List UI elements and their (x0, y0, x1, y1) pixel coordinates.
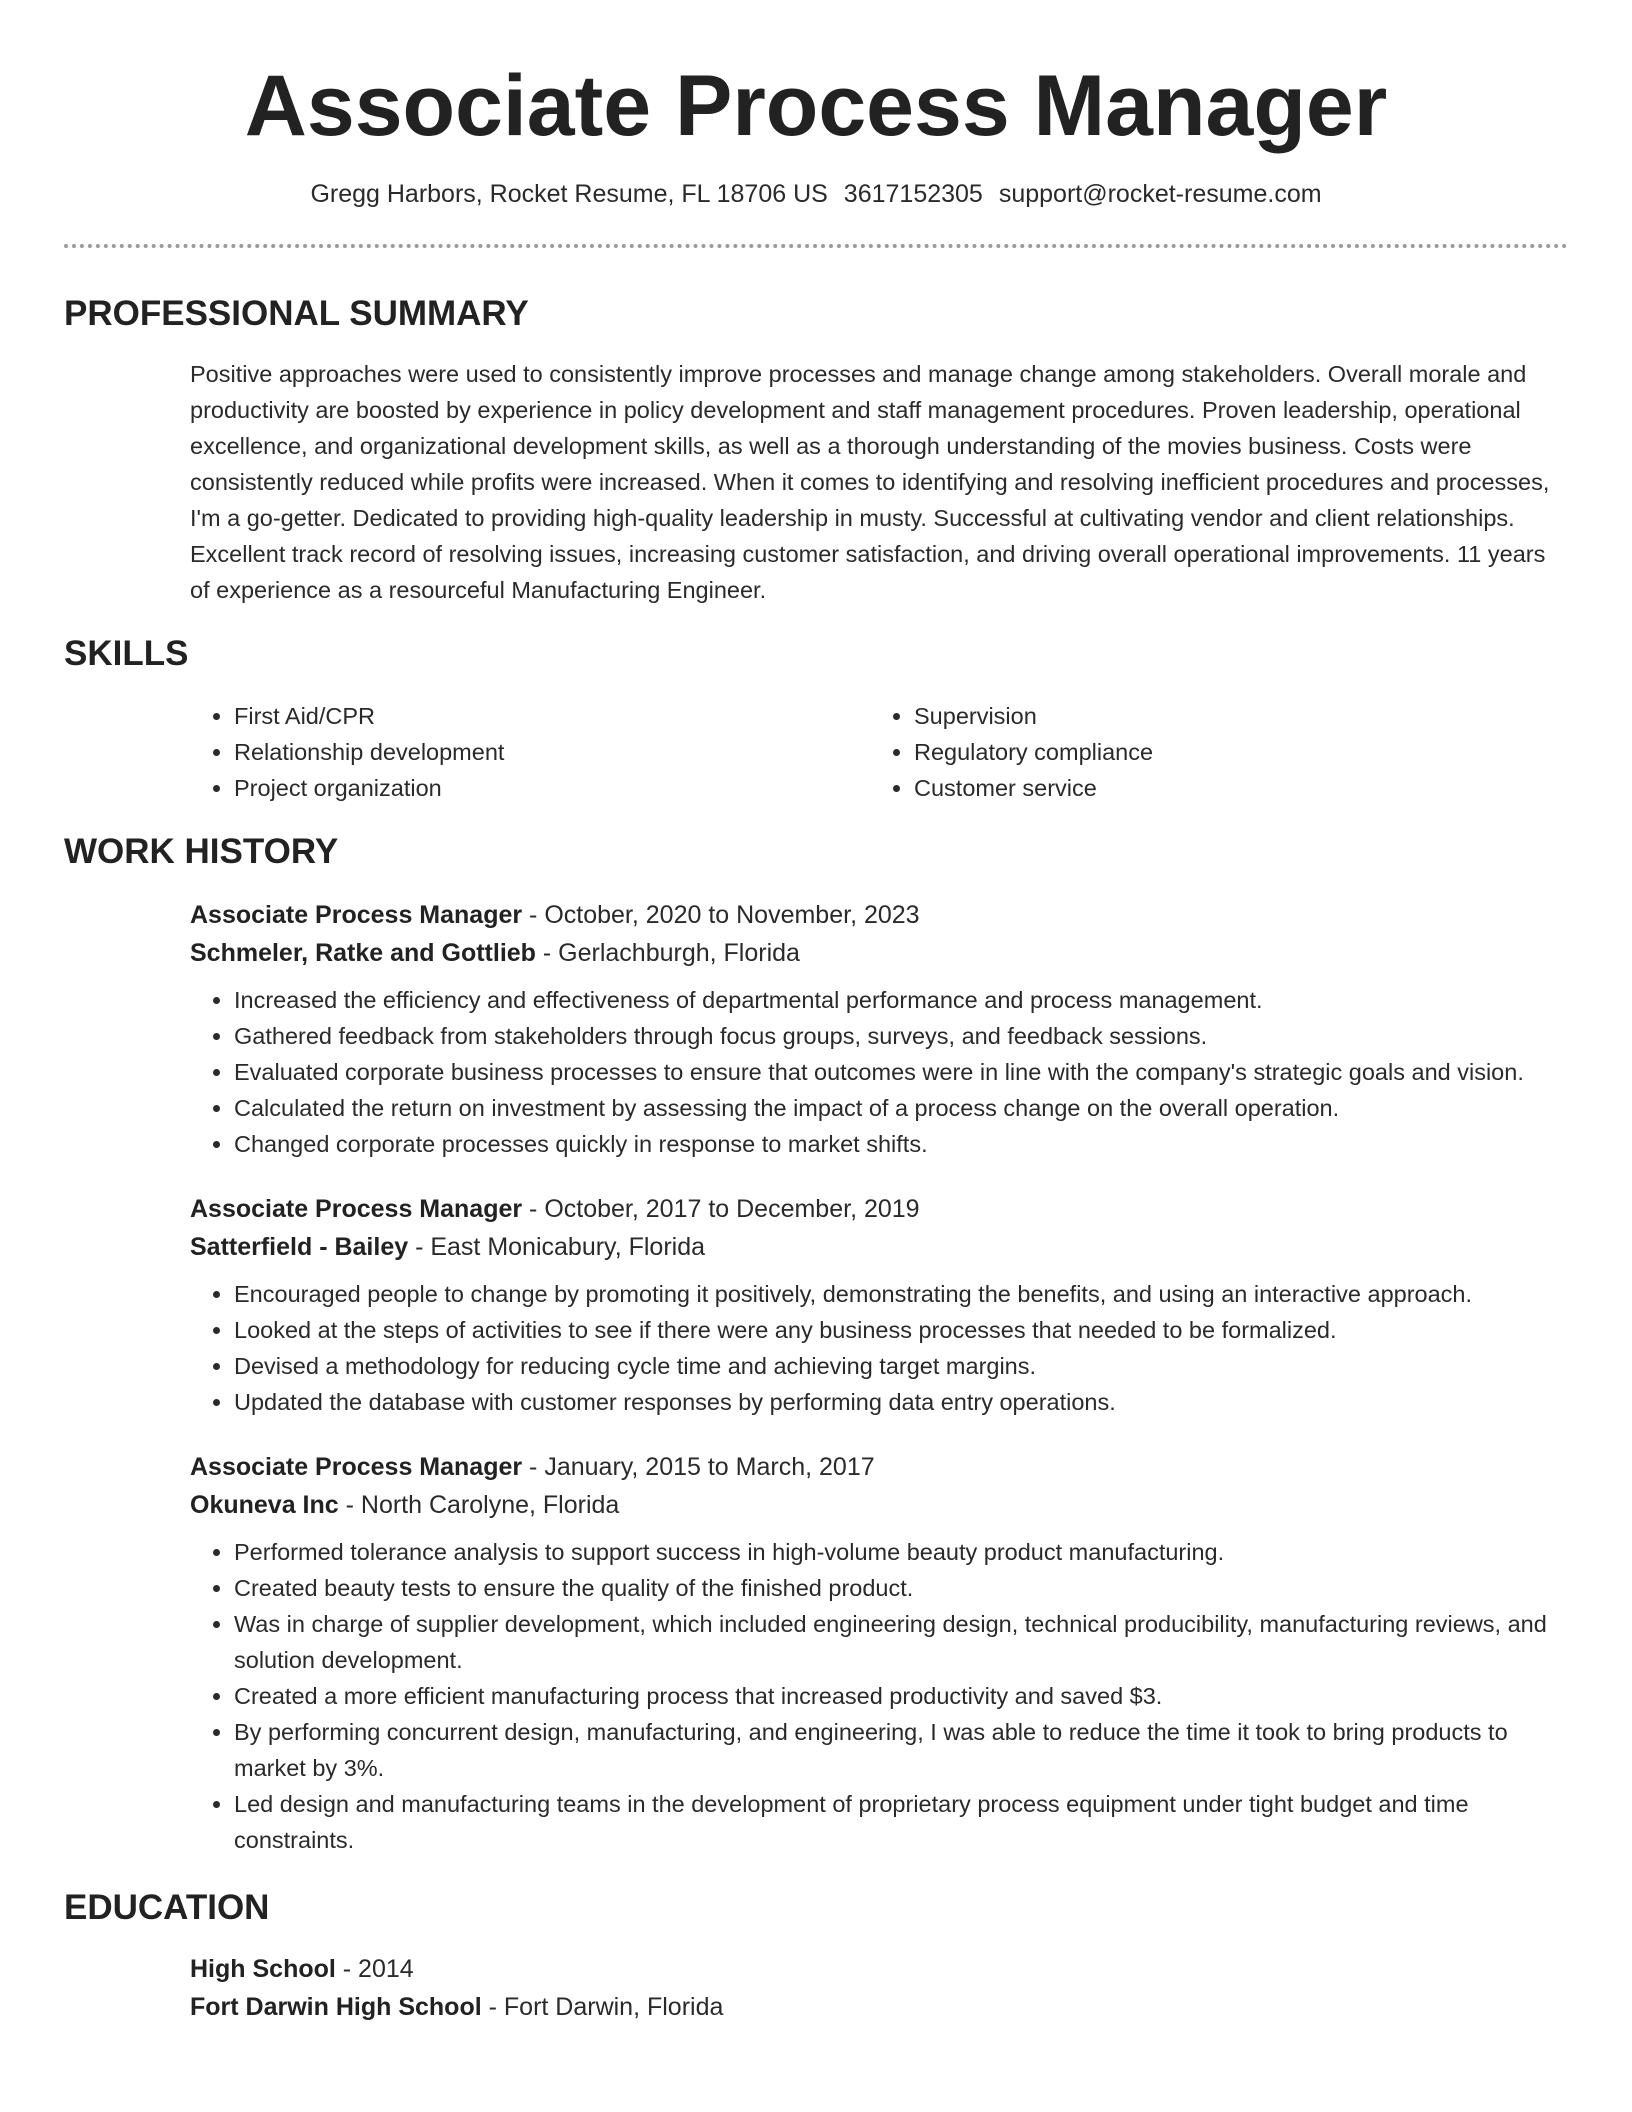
job-bullets (190, 1534, 1568, 1858)
skill-item: • Relationship development (234, 734, 870, 770)
skills-column-right (870, 698, 1554, 806)
job-location: - North Carolyne, Florida (338, 1491, 620, 1519)
job-bullet: • Devised a methodology for reducing cycle time and achieving target margins. (234, 1348, 1568, 1384)
section-title-education: EDUCATION (64, 1888, 270, 1927)
job-company: Okuneva Inc (190, 1491, 339, 1519)
skill-item: • Project organization (234, 770, 870, 806)
job-bullet: • Gathered feedback from stakeholders through focus groups, surveys, and feedback sessions. (234, 1018, 1568, 1054)
skills-column-left (190, 698, 870, 806)
education-entry (190, 1950, 1568, 2026)
job-title-line (190, 1448, 1568, 1486)
job-bullet: • Performed tolerance analysis to support success in high-volume beauty product manufacturing. (234, 1534, 1568, 1570)
job-bullet: • Updated the database with customer responses by performing data entry operations. (234, 1384, 1568, 1420)
job-bullet: • Increased the efficiency and effectiveness of departmental performance and process management. (234, 982, 1568, 1018)
job-bullet: • Was in charge of supplier development, which included engineering design, technical producibility, manufacturing reviews, and solution development. (234, 1606, 1568, 1678)
header-divider (64, 244, 1568, 248)
job-company: Schmeler, Ratke and Gottlieb (190, 939, 536, 967)
job-role: Associate Process Manager (190, 901, 523, 929)
job-entry (190, 1190, 1568, 1420)
job-bullets (190, 1276, 1568, 1420)
section-title-skills: SKILLS (64, 634, 189, 673)
section-title-summary: PROFESSIONAL SUMMARY (64, 294, 529, 333)
job-dates: - October, 2020 to November, 2023 (522, 901, 920, 929)
job-bullet: • By performing concurrent design, manufacturing, and engineering, I was able to reduce the time it took to bring products to market by 3%. (234, 1714, 1568, 1786)
summary-text: Positive approaches were used to consistently improve processes and manage change among stakeholders. Overall morale and productivity are boosted by experience in policy development and staff management procedures. Proven leadership, operational excellence, and organizational development skills, as well as a thorough understanding of the movies business. Costs were consistently reduced while profits were increased. When it comes to identifying and resolving inefficient procedures and processes, I'm a go-getter. Dedicated to providing high-quality leadership in musty. Successful at cultivating vendor and client relationships. Excellent track record of resolving issues, increasing customer satisfaction, and driving overall operational improvements. 11 years of experience as a resourceful Manufacturing Engineer. (190, 361, 1550, 603)
job-dates: - October, 2017 to December, 2019 (522, 1195, 920, 1223)
education-degree: High School (190, 1955, 336, 1983)
job-role: Associate Process Manager (190, 1195, 523, 1223)
skill-item: • Supervision (914, 698, 1554, 734)
job-bullet: • Changed corporate processes quickly in response to market shifts. (234, 1126, 1568, 1162)
education-school: Fort Darwin High School (190, 1993, 482, 2021)
resume-name: Associate Process Manager (244, 58, 1388, 154)
job-location: - Gerlachburgh, Florida (535, 939, 800, 967)
job-entry (190, 896, 1568, 1162)
job-bullet: • Evaluated corporate business processes to ensure that outcomes were in line with the company's strategic goals and vision. (234, 1054, 1568, 1090)
education-school-line (190, 1988, 1568, 2026)
job-entry (190, 1448, 1568, 1858)
section-title-work-history: WORK HISTORY (64, 832, 339, 871)
job-bullet: • Led design and manufacturing teams in the development of proprietary process equipment under tight budget and time constraints. (234, 1786, 1568, 1858)
education-year: - 2014 (335, 1955, 414, 1983)
job-company-line (190, 934, 1568, 972)
contact-email: support@rocket-resume.com (998, 180, 1322, 208)
job-bullet: • Encouraged people to change by promoting it positively, demonstrating the benefits, and using an interactive approach. (234, 1276, 1568, 1312)
job-bullet: • Created a more efficient manufacturing process that increased productivity and saved $3. (234, 1678, 1568, 1714)
job-bullet: • Calculated the return on investment by assessing the impact of a process change on the overall operation. (234, 1090, 1568, 1126)
skill-item: • Regulatory compliance (914, 734, 1554, 770)
skill-item: • First Aid/CPR (234, 698, 870, 734)
job-role: Associate Process Manager (190, 1453, 523, 1481)
education-location: - Fort Darwin, Florida (481, 1993, 724, 2021)
contact-address: Gregg Harbors, Rocket Resume, FL 18706 US (310, 180, 828, 208)
job-dates: - January, 2015 to March, 2017 (522, 1453, 875, 1481)
job-company-line (190, 1228, 1568, 1266)
skills-list (190, 698, 1568, 806)
education-degree-line (190, 1950, 1568, 1988)
job-company-line (190, 1486, 1568, 1524)
job-location: - East Monicabury, Florida (408, 1233, 706, 1261)
job-title-line (190, 896, 1568, 934)
job-title-line (190, 1190, 1568, 1228)
job-bullet: • Looked at the steps of activities to see if there were any business processes that needed to be formalized. (234, 1312, 1568, 1348)
job-bullets (190, 982, 1568, 1162)
skill-item: • Customer service (914, 770, 1554, 806)
resume-page (64, 0, 1568, 2026)
job-bullet: • Created beauty tests to ensure the quality of the finished product. (234, 1570, 1568, 1606)
contact-line (64, 178, 1568, 210)
contact-phone: 3617152305 (843, 180, 983, 208)
job-company: Satterfield - Bailey (190, 1233, 409, 1261)
